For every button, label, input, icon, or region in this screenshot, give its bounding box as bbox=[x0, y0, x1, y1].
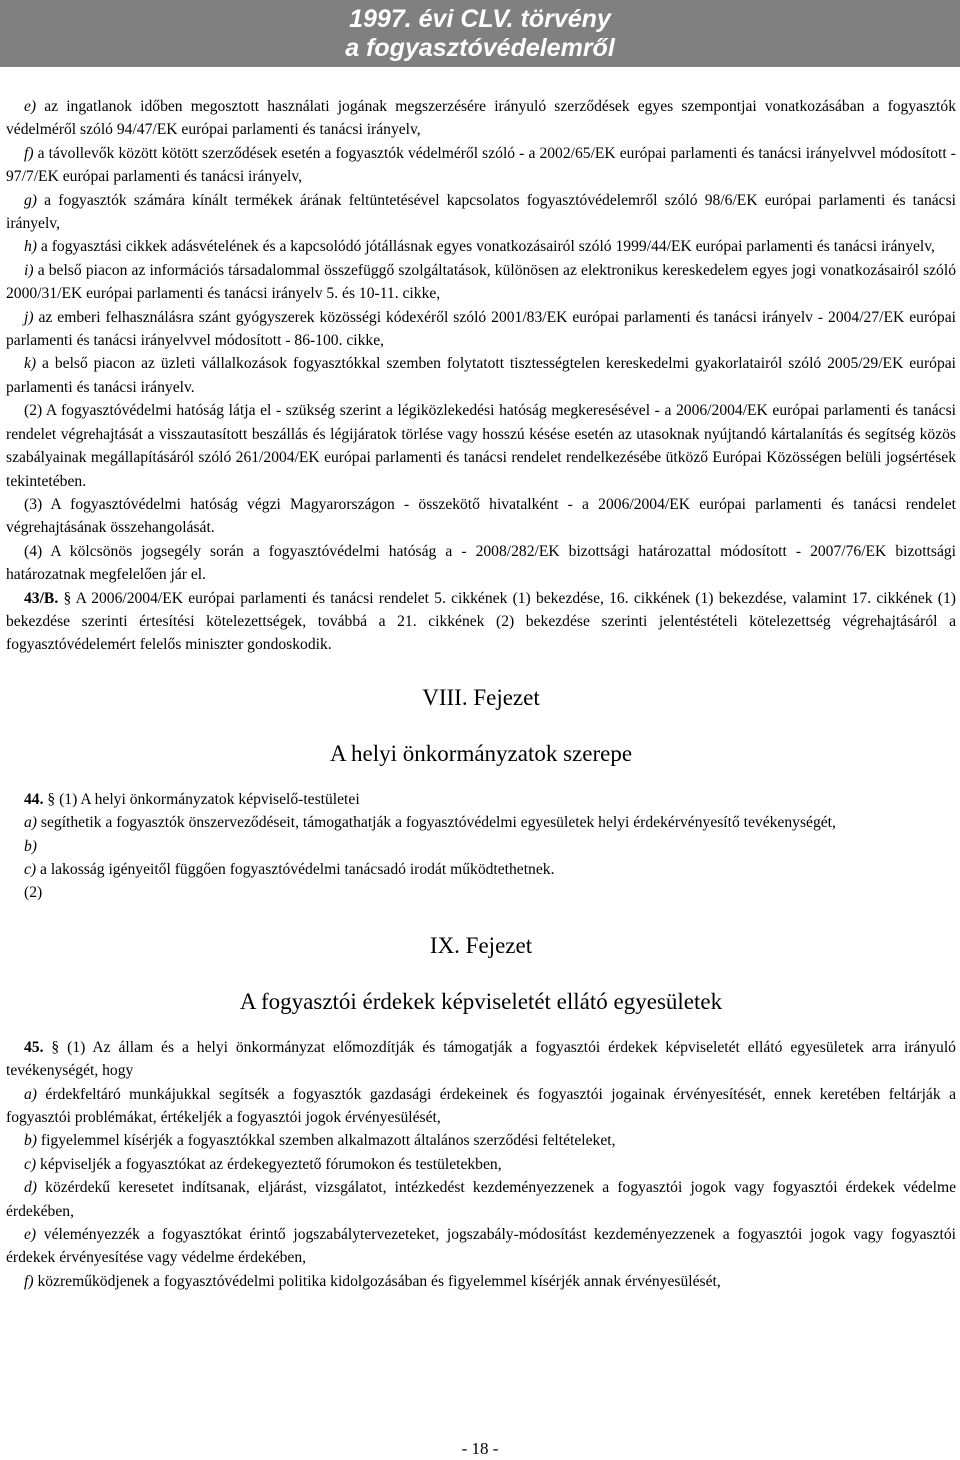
item-label: e) bbox=[24, 98, 37, 115]
item-label: k) bbox=[24, 355, 37, 373]
section-45 bbox=[6, 1036, 956, 1083]
item-text: a belső piacon az információs társadalommal összefüggő szolgáltatások, különösen az elektronikus kereskedelem egyes jogi vonatkozásairól szóló 2000/31/EK európai parlamenti és tanácsi irányelv 5. és 10-11. cikke, bbox=[6, 261, 956, 303]
item-label: c) bbox=[24, 860, 37, 878]
list-item bbox=[6, 1223, 956, 1270]
list-item bbox=[6, 858, 956, 881]
item-label: a) bbox=[24, 1085, 37, 1103]
list-item bbox=[6, 1176, 956, 1223]
section-mark: § bbox=[63, 589, 72, 607]
item-text: figyelemmel kísérjék a fogyasztókkal szemben alkalmazott általános szerződési feltételeket, bbox=[40, 1132, 616, 1150]
list-item bbox=[6, 1083, 956, 1130]
item-label: b) bbox=[24, 1132, 37, 1150]
header-title-line2: a fogyasztóvédelemről bbox=[345, 34, 615, 62]
paragraph: (4) A kölcsönös jogsegély során a fogyasztóvédelmi hatóság a - 2008/282/EK bizottsági határozattal módosított - 2007/76/EK bizottsági határozatnak megfelelően jár el. bbox=[6, 542, 956, 584]
item-label: f) bbox=[24, 1272, 34, 1290]
item-text: a fogyasztók számára kínált termékek árának feltüntetésével kapcsolatos fogyasztóvédelemről szóló 98/6/EK európai parlamenti és tanácsi irányelv, bbox=[6, 191, 956, 233]
list-item bbox=[6, 1153, 956, 1176]
section-intro: (1) A helyi önkormányzatok képviselő-testületei bbox=[59, 790, 360, 808]
section-mark: § bbox=[51, 1038, 60, 1056]
list-item bbox=[6, 835, 956, 858]
item-label: a) bbox=[24, 814, 37, 832]
list-item bbox=[6, 811, 956, 834]
paragraph: (2) bbox=[24, 884, 43, 902]
section-number: 45. bbox=[24, 1038, 44, 1056]
item-text: a lakosság igényeitől függően fogyasztóvédelmi tanácsadó irodát működtethetnek. bbox=[40, 860, 555, 878]
list-item bbox=[6, 1129, 956, 1152]
item-label: c) bbox=[24, 1155, 37, 1173]
item-text: a fogyasztási cikkek adásvételének és a kapcsolódó jótállásnak egyes vonatkozásairól szóló 1999/44/EK európai parlamenti és tanácsi irányelv, bbox=[40, 238, 935, 256]
list-item bbox=[6, 1270, 956, 1293]
list-item bbox=[6, 352, 956, 399]
item-label: b) bbox=[24, 837, 37, 855]
header-title-line1: 1997. évi CLV. törvény bbox=[349, 5, 611, 33]
item-text: közérdekű keresetet indítsanak, eljárást, vizsgálatot, intézkedést kezdeményezzenek a fogyasztói jogok vagy fogyasztói érdekek védelme érdekében, bbox=[6, 1179, 956, 1220]
section-intro: (1) Az állam és a helyi önkormányzat előmozdítják és támogatják a fogyasztói érdekek képviseletét ellátó egyesületek arra irányuló tevékenységét, hogy bbox=[6, 1038, 956, 1080]
list-item bbox=[6, 95, 956, 142]
item-label: e) bbox=[24, 1226, 37, 1244]
document-body bbox=[6, 95, 956, 1293]
list-item bbox=[6, 306, 956, 353]
item-label: g) bbox=[24, 191, 37, 209]
paragraph: (2) A fogyasztóvédelmi hatóság látja el - szükség szerint a légiközlekedési hatóság megkeresésével - a 2006/2004/EK európai parlamenti és tanácsi rendelet végrehajtását a visszautasított beszállás és légijáratok törlése vagy hosszú késése esetén az utasoknak nyújtandó kártalanítás és segítség közös szabályainak megállapításáról szóló 261/2004/EK európai parlamenti és tanácsi rendelet rendelkezésébe ütköző Európai Közösségen belüli jogsértések tekintetében. bbox=[6, 402, 956, 490]
item-text: a belső piacon az üzleti vállalkozások fogyasztókkal szemben folytatott tisztességtelen kereskedelmi gyakorlatairól szóló 2005/29/EK európai parlamenti és tanácsi irányelv. bbox=[6, 355, 956, 396]
section-number: 43/B. bbox=[24, 589, 59, 607]
page-header bbox=[0, 0, 960, 67]
item-label: i) bbox=[24, 261, 34, 279]
page-number: - 18 - bbox=[461, 1439, 499, 1458]
section-text: A 2006/2004/EK európai parlamenti és tanácsi rendelet 5. cikkének (1) bekezdése, 16. cikkének (1) bekezdése, valamint 17. cikkének (1) bekezdése szerinti értesítési kötelezettségek, továbbá a 21. cikkének (2) bekezdése szerinti jelentéstételi kötelezettség végrehajtásáról a fogyasztóvédelemért felelős miniszter gondoskodik. bbox=[6, 589, 956, 654]
item-text: közreműködjenek a fogyasztóvédelmi politika kidolgozásában és figyelemmel kísérjék annak érvényesülését, bbox=[37, 1272, 721, 1290]
item-text: az emberi felhasználásra szánt gyógyszerek közösségi kódexéről szóló 2001/83/EK európai parlamenti és tanácsi irányelv - 2004/27/EK európai parlamenti és tanácsi irányelvvel módosított - 86-100. cikke, bbox=[6, 308, 956, 350]
chapter-title: A fogyasztói érdekek képviseletét ellátó egyesületek bbox=[239, 988, 723, 1014]
list-item bbox=[6, 189, 956, 236]
item-label: d) bbox=[24, 1179, 37, 1197]
section-number: 44. bbox=[24, 790, 44, 808]
section-44 bbox=[6, 788, 956, 811]
chapter-number: IX. Fejezet bbox=[429, 932, 533, 958]
section-43b bbox=[6, 587, 956, 657]
item-text: érdekfeltáró munkájukkal segítsék a fogyasztók gazdasági érdekeinek és fogyasztói jogainak érvényesítését, ennek keretében feltárják a fogyasztói problémákat, értékeljék a fogyasztói jogok érvényesülését, bbox=[6, 1085, 956, 1126]
item-label: h) bbox=[24, 238, 37, 256]
item-label: j) bbox=[24, 308, 34, 326]
chapter-number: VIII. Fejezet bbox=[422, 684, 540, 710]
paragraph: (3) A fogyasztóvédelmi hatóság végzi Magyarországon - összekötő hivatalként - a 2006/2004/EK európai parlamenti és tanácsi rendelet végrehajtásának összehangolását. bbox=[6, 495, 956, 537]
item-text: véleményezzék a fogyasztókat érintő jogszabálytervezeteket, jogszabály-módosítást kezdeményezzenek a fogyasztói jogok vagy fogyasztói érdekek érvényesítése vagy védelme érdekében, bbox=[6, 1226, 956, 1267]
item-text: képviseljék a fogyasztókat az érdekegyeztető fórumokon és testületekben, bbox=[40, 1155, 502, 1173]
item-text: segíthetik a fogyasztók önszerveződéseit, támogathatják a fogyasztóvédelmi egyesületek helyi érdekérvényesítő tevékenységét, bbox=[40, 814, 836, 832]
list-item bbox=[6, 259, 956, 306]
item-text: a távollevők között kötött szerződések esetén a fogyasztók védelméről szóló - a 2002/65/EK európai parlamenti és tanácsi irányelvvel módosított - 97/7/EK európai parlamenti és tanácsi irányelv, bbox=[6, 144, 956, 186]
list-item bbox=[6, 142, 956, 189]
list-item bbox=[6, 235, 956, 258]
chapter-title: A helyi önkormányzatok szerepe bbox=[329, 740, 633, 766]
item-label: f) bbox=[24, 144, 34, 162]
item-text: az ingatlanok időben megosztott használati jogának megszerzésére irányuló szerződések egyes szempontjai vonatkozásában a fogyasztók védelméről szóló 94/47/EK európai parlamenti és tanácsi irányelv, bbox=[6, 98, 956, 139]
section-mark: § bbox=[47, 790, 56, 808]
